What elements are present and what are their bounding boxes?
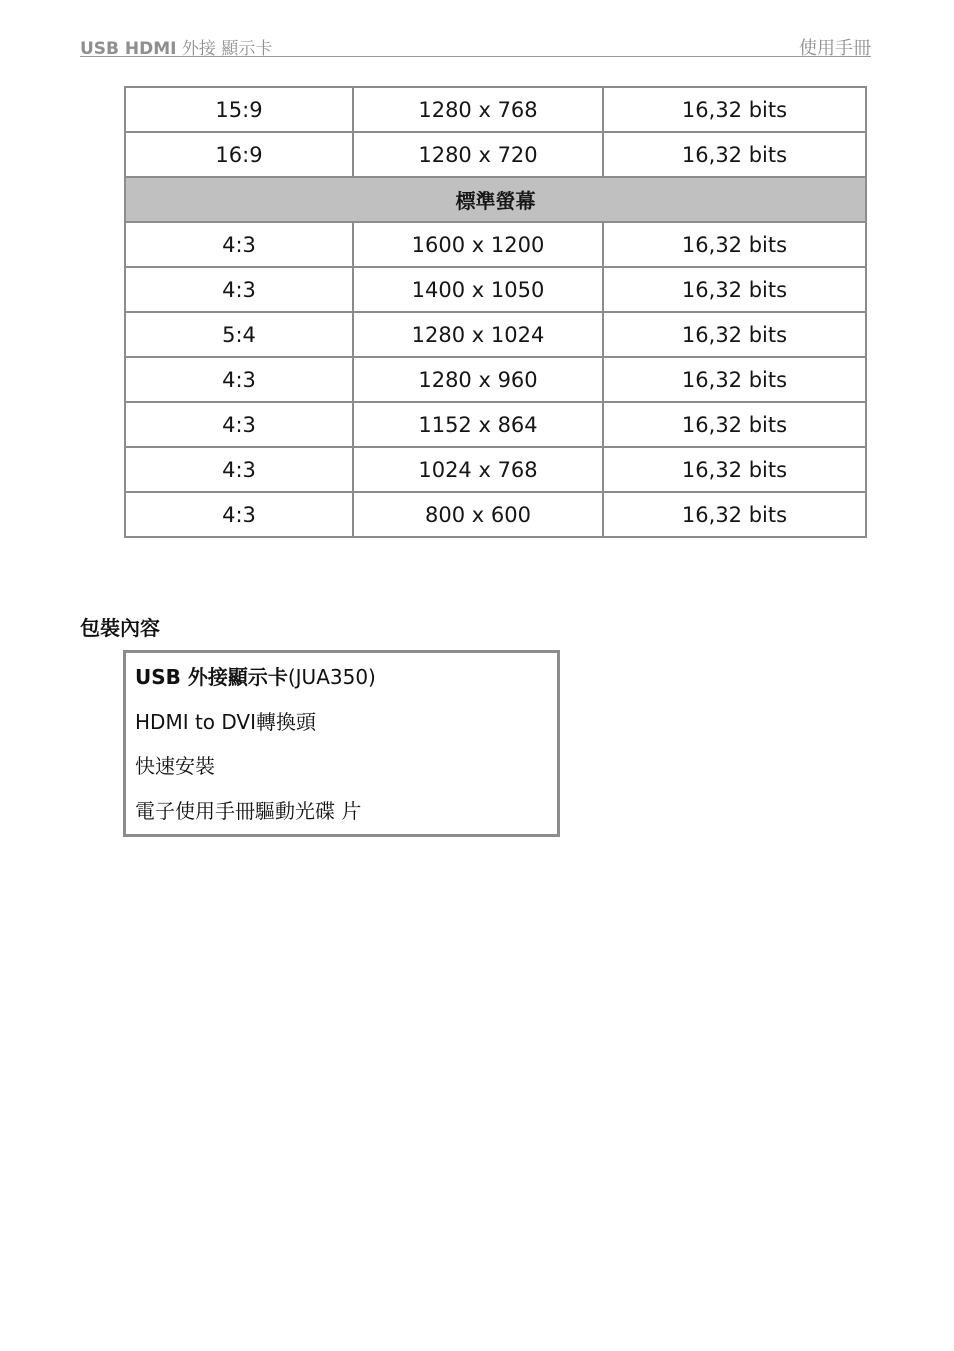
color-depth-cell: 16,32 bits bbox=[603, 447, 866, 492]
table-row bbox=[125, 87, 866, 132]
color-depth-cell: 16,32 bits bbox=[603, 132, 866, 177]
color-depth-cell: 16,32 bits bbox=[603, 87, 866, 132]
aspect-ratio-cell: 5:4 bbox=[125, 312, 353, 357]
package-item-label: 快速安裝 bbox=[135, 754, 215, 778]
table-row bbox=[125, 447, 866, 492]
resolution-cell: 1024 x 768 bbox=[353, 447, 603, 492]
resolution-cell: 1280 x 768 bbox=[353, 87, 603, 132]
aspect-ratio-cell: 4:3 bbox=[125, 267, 353, 312]
color-depth-cell: 16,32 bits bbox=[603, 492, 866, 537]
table-row bbox=[125, 402, 866, 447]
aspect-ratio-cell: 4:3 bbox=[125, 402, 353, 447]
resolution-cell: 800 x 600 bbox=[353, 492, 603, 537]
package-item bbox=[135, 706, 316, 735]
running-header bbox=[80, 30, 871, 57]
color-depth-cell: 16,32 bits bbox=[603, 357, 866, 402]
package-item bbox=[135, 750, 215, 779]
resolution-cell: 1280 x 1024 bbox=[353, 312, 603, 357]
aspect-ratio-cell: 4:3 bbox=[125, 447, 353, 492]
aspect-ratio-cell: 4:3 bbox=[125, 222, 353, 267]
package-item bbox=[135, 795, 361, 824]
resolution-table bbox=[124, 86, 867, 538]
resolution-cell: 1280 x 720 bbox=[353, 132, 603, 177]
resolution-cell: 1400 x 1050 bbox=[353, 267, 603, 312]
table-row bbox=[125, 222, 866, 267]
header-title bbox=[80, 34, 272, 59]
table-row bbox=[125, 492, 866, 537]
table-row bbox=[125, 267, 866, 312]
table-row bbox=[125, 357, 866, 402]
aspect-ratio-cell: 15:9 bbox=[125, 87, 353, 132]
resolution-cell: 1152 x 864 bbox=[353, 402, 603, 447]
package-item-label: 電子使用手冊驅動光碟 片 bbox=[135, 799, 362, 823]
package-contents-box bbox=[123, 650, 560, 837]
package-item-label: (JUA350) bbox=[287, 665, 376, 689]
color-depth-cell: 16,32 bits bbox=[603, 312, 866, 357]
section-header-cell: 標準螢幕 bbox=[125, 177, 866, 222]
package-item bbox=[135, 661, 376, 690]
package-item-bold-label: USB 外接顯示卡 bbox=[135, 665, 288, 689]
package-contents-heading: 包裝內容 bbox=[80, 616, 160, 640]
aspect-ratio-cell: 4:3 bbox=[125, 492, 353, 537]
aspect-ratio-cell: 4:3 bbox=[125, 357, 353, 402]
header-brand: USB HDMI bbox=[80, 39, 177, 59]
color-depth-cell: 16,32 bits bbox=[603, 267, 866, 312]
color-depth-cell: 16,32 bits bbox=[603, 402, 866, 447]
header-product: 外接 顯示卡 bbox=[176, 39, 273, 59]
package-item-label: HDMI to DVI轉換頭 bbox=[135, 710, 317, 734]
table-row bbox=[125, 132, 866, 177]
resolution-table-body bbox=[125, 87, 866, 537]
table-row bbox=[125, 312, 866, 357]
table-section-row bbox=[125, 177, 866, 222]
resolution-cell: 1280 x 960 bbox=[353, 357, 603, 402]
resolution-cell: 1600 x 1200 bbox=[353, 222, 603, 267]
aspect-ratio-cell: 16:9 bbox=[125, 132, 353, 177]
header-doc-type: 使用手冊 bbox=[799, 38, 871, 59]
color-depth-cell: 16,32 bits bbox=[603, 222, 866, 267]
